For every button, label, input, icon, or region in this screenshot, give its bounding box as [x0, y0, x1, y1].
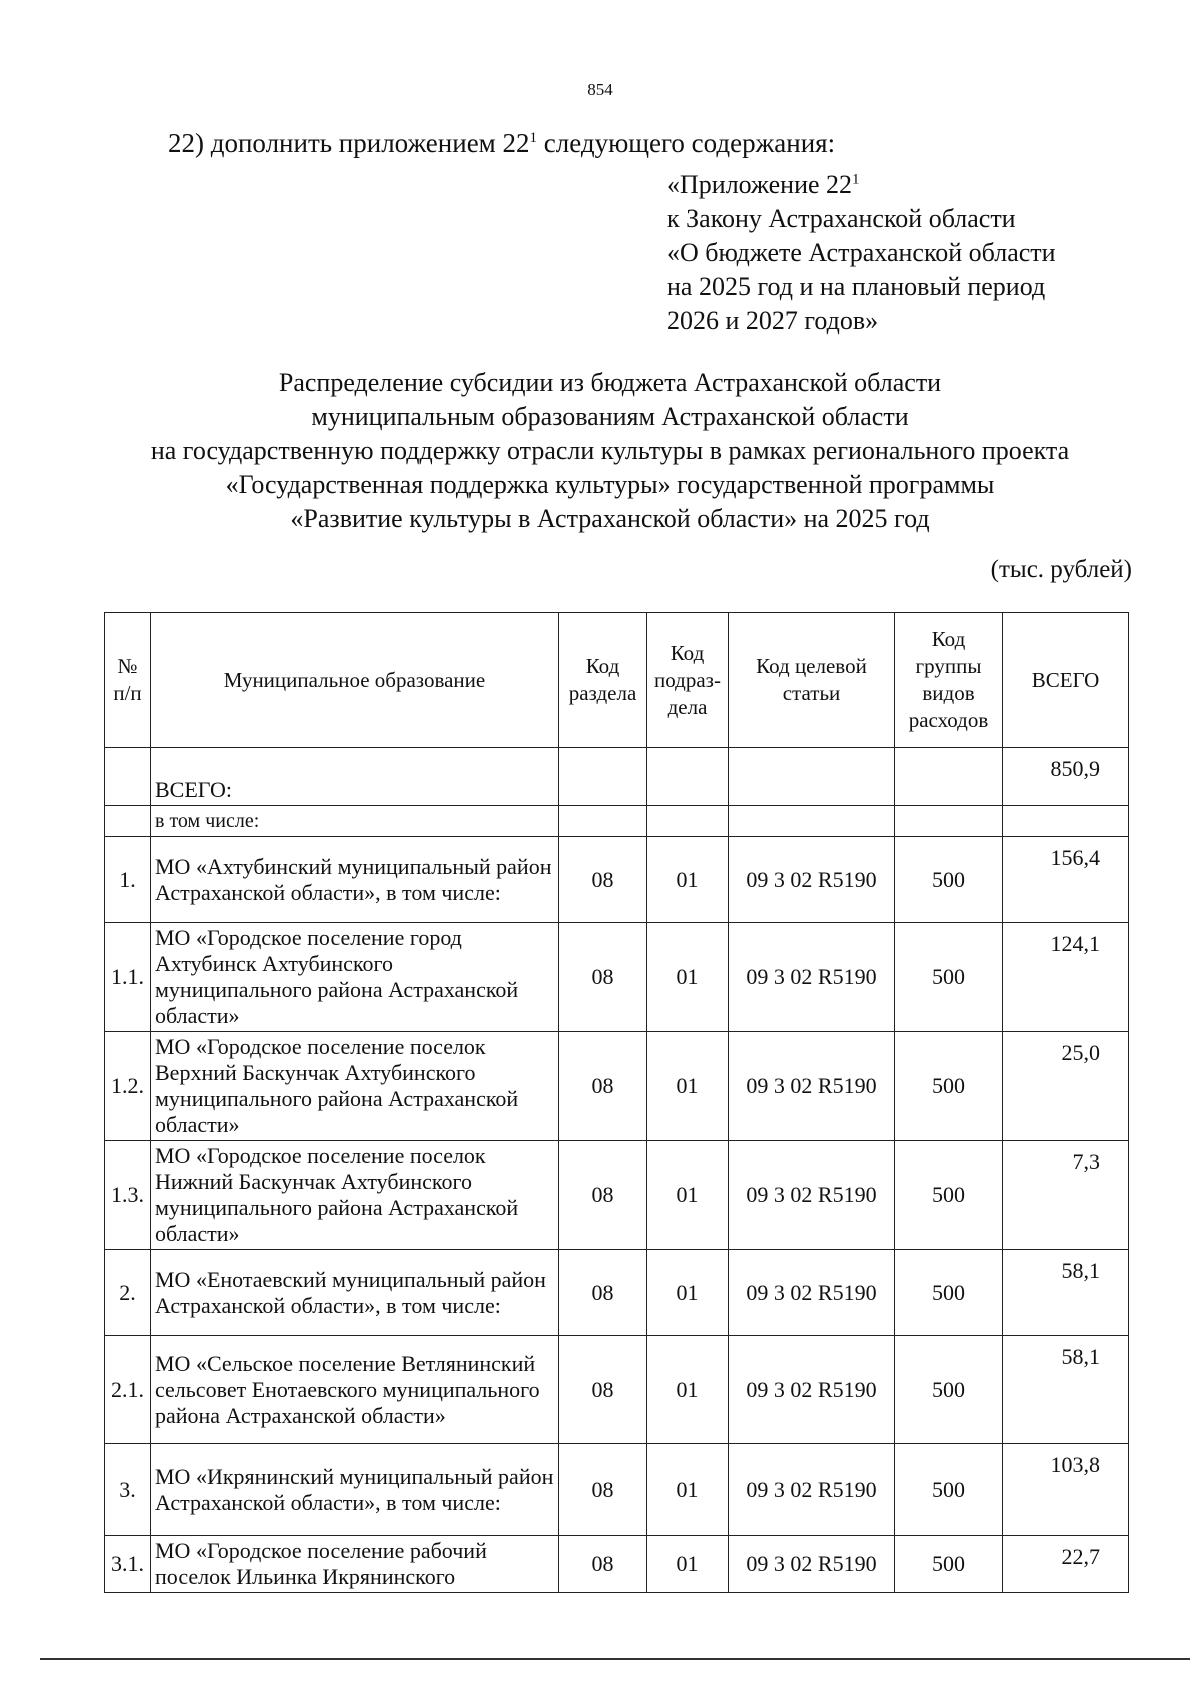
total-row-label: ВСЕГО:: [151, 748, 559, 806]
title-line-3: на государственную поддержку отрасли культуры в рамках регионального проекта: [150, 436, 1070, 465]
row-subsection: 01: [647, 837, 729, 923]
row-target: 09 3 02 R5190: [729, 1336, 895, 1444]
row-expense: 500: [895, 1032, 1003, 1141]
row-total: 25,0: [1003, 1032, 1129, 1141]
row-name: МО «Городское поселение город Ахтубинск Ахтубинского муниципального района Астраханской области»: [151, 923, 559, 1032]
header-name: Муниципальное образование: [151, 613, 559, 748]
table-row: [105, 1444, 1129, 1536]
row-num: 2.: [105, 1250, 151, 1336]
row-subsection: 01: [647, 1336, 729, 1444]
row-num: 2.1.: [105, 1336, 151, 1444]
row-section: 08: [559, 923, 647, 1032]
table-row: [105, 1250, 1129, 1336]
row-target: 09 3 02 R5190: [729, 1141, 895, 1250]
row-name: МО «Сельское поселение Ветлянинский сельсовет Енотаевского муниципального района Астраханской области»: [151, 1336, 559, 1444]
row-name: МО «Городское поселение поселок Нижний Баскунчак Ахтубинского муниципального района Астраханской области»: [151, 1141, 559, 1250]
total-row-section: [559, 748, 647, 806]
row-total: 103,8: [1003, 1444, 1129, 1536]
row-target: 09 3 02 R5190: [729, 923, 895, 1032]
row-num: 1.1.: [105, 923, 151, 1032]
table-row: [105, 1032, 1129, 1141]
row-section: 08: [559, 1250, 647, 1336]
title-line-4: «Государственная поддержка культуры» государственной программы: [225, 470, 995, 499]
table-row: [105, 923, 1129, 1032]
appendix-line-4: на 2025 год и на плановый период: [667, 272, 1046, 301]
total-row-subsection: [647, 748, 729, 806]
row-name: МО «Ахтубинский муниципальный район Астраханской области», в том числе:: [151, 837, 559, 923]
row-expense: 500: [895, 1536, 1003, 1593]
row-expense: 500: [895, 923, 1003, 1032]
row-section: 08: [559, 1141, 647, 1250]
row-expense: 500: [895, 1444, 1003, 1536]
row-subsection: 01: [647, 1444, 729, 1536]
header-target: Код целевой статьи: [729, 613, 895, 748]
row-section: 08: [559, 1444, 647, 1536]
row-num: 1.3.: [105, 1141, 151, 1250]
total-row-expense: [895, 748, 1003, 806]
total-row-value: 850,9: [1003, 748, 1129, 806]
row-subsection: 01: [647, 923, 729, 1032]
row-target: 09 3 02 R5190: [729, 837, 895, 923]
appendix-line-1: [667, 168, 1056, 202]
row-target: 09 3 02 R5190: [729, 1250, 895, 1336]
row-section: 08: [559, 837, 647, 923]
row-section: 08: [559, 1032, 647, 1141]
row-section: 08: [559, 1336, 647, 1444]
intro-text: [168, 128, 835, 159]
row-num: 3.: [105, 1444, 151, 1536]
table-row: [105, 1336, 1129, 1444]
total-row: [105, 748, 1129, 806]
including-row-expense: [895, 806, 1003, 837]
row-expense: 500: [895, 1250, 1003, 1336]
page-number: 854: [587, 80, 613, 99]
subsidy-table: [104, 612, 1129, 1593]
table-row: [105, 837, 1129, 923]
appendix-line-5: 2026 и 2027 годов»: [667, 306, 879, 335]
including-row: [105, 806, 1129, 837]
intro-before: 22) дополнить приложением 22: [168, 128, 530, 158]
row-subsection: 01: [647, 1536, 729, 1593]
header-expense: Код группы видов расходов: [895, 613, 1003, 748]
appendix-superscript: 1: [852, 171, 860, 188]
row-total: 22,7: [1003, 1536, 1129, 1593]
including-row-section: [559, 806, 647, 837]
document-title: [60, 366, 1160, 536]
total-row-num: [105, 748, 151, 806]
row-target: 09 3 02 R5190: [729, 1444, 895, 1536]
including-row-subsection: [647, 806, 729, 837]
table-header-row: [105, 613, 1129, 748]
row-expense: 500: [895, 1336, 1003, 1444]
row-expense: 500: [895, 837, 1003, 923]
row-target: 09 3 02 R5190: [729, 1536, 895, 1593]
header-section: Код раздела: [559, 613, 647, 748]
row-total: 156,4: [1003, 837, 1129, 923]
appendix-block: [667, 168, 1056, 338]
row-num: 1.: [105, 837, 151, 923]
appendix-title: «Приложение 22: [667, 170, 853, 199]
header-total: ВСЕГО: [1003, 613, 1129, 748]
row-total: 124,1: [1003, 923, 1129, 1032]
table-row: [105, 1536, 1129, 1593]
row-name: МО «Городское поселение рабочий поселок Ильинка Икрянинского: [151, 1536, 559, 1593]
row-num: 1.2.: [105, 1032, 151, 1141]
intro-superscript: 1: [529, 130, 538, 146]
row-subsection: 01: [647, 1250, 729, 1336]
header-num: № п/п: [105, 613, 151, 748]
row-num: 3.1.: [105, 1536, 151, 1593]
row-expense: 500: [895, 1141, 1003, 1250]
appendix-line-3: «О бюджете Астраханской области: [667, 238, 1056, 267]
row-subsection: 01: [647, 1141, 729, 1250]
page-bottom-rule: [40, 1658, 1190, 1660]
row-name: МО «Икрянинский муниципальный район Астраханской области», в том числе:: [151, 1444, 559, 1536]
row-subsection: 01: [647, 1032, 729, 1141]
table-row: [105, 1141, 1129, 1250]
row-section: 08: [559, 1536, 647, 1593]
row-total: 58,1: [1003, 1250, 1129, 1336]
row-target: 09 3 02 R5190: [729, 1032, 895, 1141]
title-line-5: «Развитие культуры в Астраханской области» на 2025 год: [290, 504, 930, 533]
including-row-num: [105, 806, 151, 837]
row-name: МО «Городское поселение поселок Верхний Баскунчак Ахтубинского муниципального района Астраханской области»: [151, 1032, 559, 1141]
including-row-target: [729, 806, 895, 837]
appendix-line-2: к Закону Астраханской области: [667, 204, 1016, 233]
title-line-1: Распределение субсидии из бюджета Астраханской области: [278, 368, 942, 397]
row-name: МО «Енотаевский муниципальный район Астраханской области», в том числе:: [151, 1250, 559, 1336]
row-total: 7,3: [1003, 1141, 1129, 1250]
header-subsection: Код подраз- дела: [647, 613, 729, 748]
row-total: 58,1: [1003, 1336, 1129, 1444]
total-row-target: [729, 748, 895, 806]
unit-note: (тыс. рублей): [990, 556, 1132, 583]
intro-after: следующего содержания:: [537, 128, 836, 158]
title-line-2: муниципальным образованиям Астраханской области: [311, 402, 909, 431]
including-row-total: [1003, 806, 1129, 837]
including-row-label: в том числе:: [151, 806, 559, 837]
